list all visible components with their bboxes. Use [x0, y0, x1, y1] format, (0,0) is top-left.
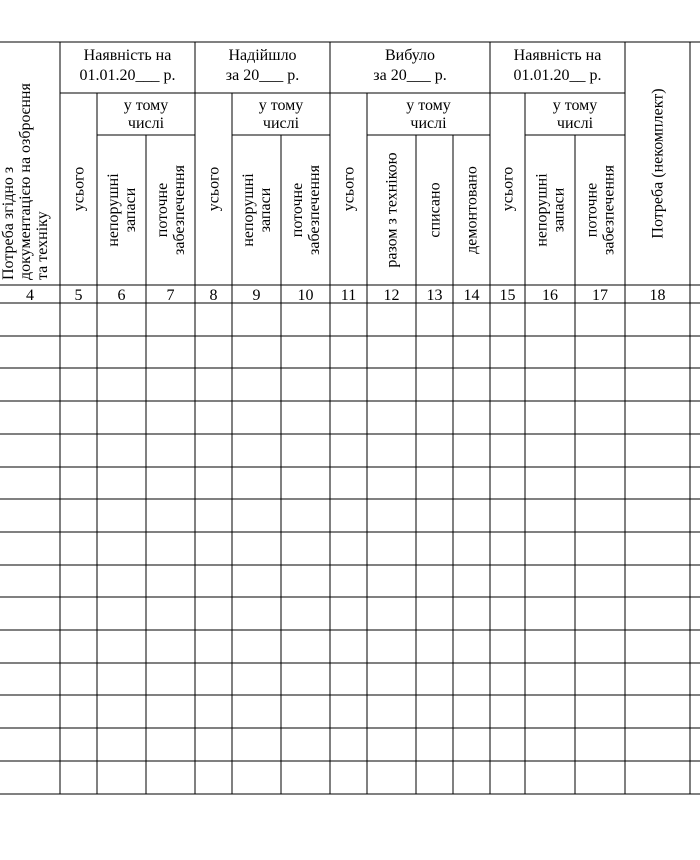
column-number-18: 18: [649, 287, 666, 304]
col-header-16-line1: непорушні: [533, 173, 551, 247]
column-number-11: 11: [340, 287, 357, 304]
group-header-1-line1: Наявність на: [83, 47, 172, 64]
subgroup-header-1-line2: числі: [127, 115, 165, 132]
col-header-11: усього: [340, 166, 358, 212]
table-text: [0, 47, 667, 304]
col4-header-line2: документацією на озброєння: [17, 83, 34, 280]
subgroup-header-4-line1: у тому: [552, 97, 598, 114]
column-number-15: 15: [499, 287, 516, 304]
col-header-17-line1: поточне: [583, 182, 601, 238]
group-header-2-line1: Надійшло: [228, 47, 297, 64]
group-header-4-line1: Наявність на: [513, 47, 602, 64]
col-header-6-line1: непорушні: [105, 173, 122, 247]
column-number-6: 6: [117, 287, 126, 304]
table-grid: [0, 42, 700, 794]
column-number-5: 5: [74, 287, 83, 304]
column-number-17: 17: [592, 287, 608, 304]
group-header-3-line1: Вибуло: [384, 47, 436, 64]
col-header-10-line1: поточне: [289, 182, 306, 238]
column-number-10: 10: [297, 287, 314, 304]
col-header-6-line2: запаси: [122, 187, 139, 233]
column-number-14: 14: [463, 287, 480, 304]
column-number-9: 9: [252, 287, 261, 304]
subgroup-header-2-line1: у тому: [258, 97, 304, 114]
col-header-9-line1: непорушні: [240, 173, 257, 247]
col-header-14: демонтовано: [463, 166, 481, 254]
subgroup-header-2-line2: числі: [262, 115, 300, 132]
col-header-17-line2: забезпечення: [600, 165, 618, 255]
col-header-16-line2: запаси: [550, 187, 568, 233]
column-number-12: 12: [383, 287, 400, 304]
column-number-7: 7: [166, 287, 175, 304]
col4-header-line1: Потреба згідно з: [0, 166, 17, 280]
col-header-5: усього: [70, 166, 88, 212]
col-header-8: усього: [205, 166, 223, 212]
col-header-9-line2: запаси: [257, 187, 274, 233]
col-header-15: усього: [499, 166, 517, 212]
subgroup-header-1-line1: у тому: [123, 97, 169, 114]
col-header-7-line2: забезпечення: [171, 165, 188, 255]
group-header-1-line2: 01.01.20___ р.: [79, 67, 176, 84]
group-header-3-line2: за 20___ р.: [373, 67, 447, 84]
col-header-7-line1: поточне: [154, 182, 171, 238]
col-header-18: Потреба (некомплект): [649, 88, 667, 239]
group-header-4-line2: 01.01.20__ р.: [513, 67, 602, 84]
subgroup-header-3-line1: у тому: [406, 97, 451, 114]
column-number-8: 8: [209, 287, 218, 304]
col-header-10-line2: забезпечення: [306, 165, 323, 255]
col-header-12: разом з технікою: [383, 152, 401, 268]
subgroup-header-3-line2: числі: [410, 115, 447, 132]
column-number-4: 4: [26, 287, 34, 304]
column-number-13: 13: [426, 287, 443, 304]
col-header-13: списано: [426, 182, 444, 238]
col4-header-line3: та техніку: [34, 211, 51, 280]
subgroup-header-4-line2: числі: [556, 115, 594, 132]
column-number-16: 16: [542, 287, 558, 304]
group-header-2-line2: за 20___ р.: [225, 67, 300, 84]
